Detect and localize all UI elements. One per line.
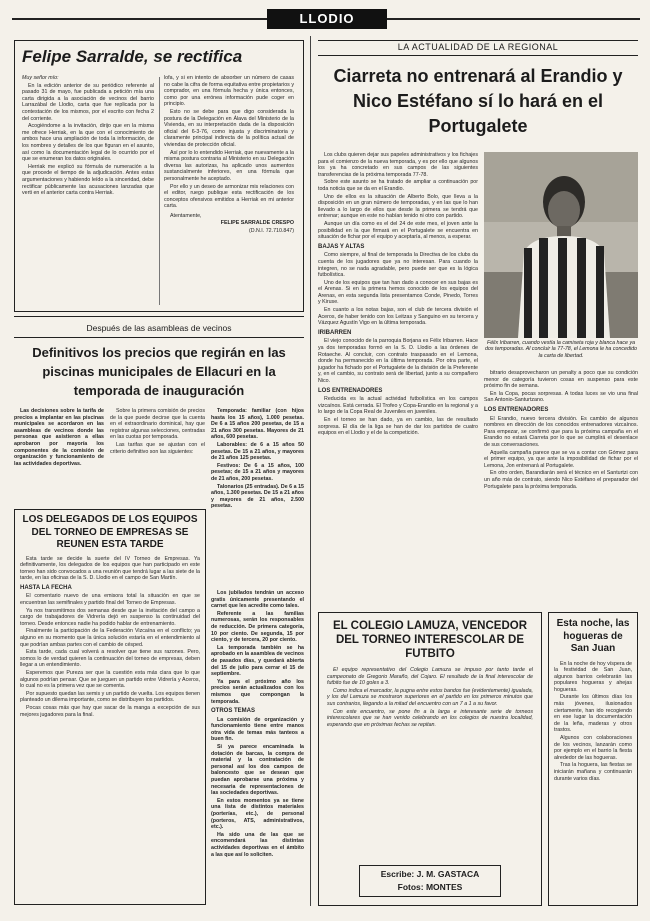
- pools-col-1: [14, 408, 104, 508]
- letter-box: [14, 40, 304, 312]
- regional-paragraph: En la Copa, pocas sorpresas. A todas luces se vio una final San Antonio-Santurtzano.: [484, 390, 638, 404]
- pools-paragraph: Talonarios (25 entradas). De 6 a 15 años, 1.300 pesetas. De 15 a 21 años y mayores de 21 años, 2.500 pesetas.: [211, 483, 304, 510]
- pools-paragraph: La comisión de organización y funcionamiento tiene entre manos otra vida de temas más tanteos a buen fin.: [211, 716, 304, 743]
- tournament-paragraph: Pocas cosas más que hay que sacar de la manga a excepción de sus mejores jugadores para la final.: [20, 704, 200, 718]
- letter-paragraph: Esto no se debe para que digo considerada la postura de la Delegación en Álava del Ministerio de la Vivienda, en su interpretación dada de la disposición oficial del 6-3-76, como injusta y discriminatoria y claramente principal indirecta de la política actual de viviendas de protección oficial.: [164, 108, 294, 148]
- tournament-body: [20, 556, 200, 878]
- pools-subhead: OTROS TEMAS: [211, 708, 256, 715]
- sanjuan-paragraph: Durante los últimos días los más jóvenes, ilusionados ciertamente, han ido recogiendo en ese lugar la documentación de la leña, maderas y otros trastos.: [554, 694, 632, 734]
- letter-paragraph: Acogiéndome a la invitación, dirijo que en la misma me ofrece Herriak, en la que con el conocimiento de ambos hace una ampliación de toda la información, de los nombres y detalles de los que figuran en el asunto, así como la documentación legal de lo ocurrido por el que se enumeran los datos originales.: [22, 123, 154, 163]
- pools-paragraph: Festivos: De 6 a 15 años, 100 pesetas; de 15 a 21 años y mayores de 21 años, 200 pesetas.: [211, 462, 304, 482]
- pools-paragraph: Referente a las familias numerosas, serán los responsables de reducción. De primera categoría, 10 por ciento. De segunda, 15 por ciento, y de tercera, 20 por ciento.: [211, 610, 304, 644]
- pools-col-3: [211, 408, 304, 586]
- pools-paragraph: Ya para el próximo año los precios serán actualizados con los mismos que compongan la temporada.: [211, 678, 304, 705]
- masthead: [12, 6, 640, 32]
- pools-kicker: [14, 322, 304, 334]
- pools-col-3b: [211, 590, 304, 905]
- pools-kicker-text: Después de las asambleas de vecinos: [86, 323, 232, 333]
- regional-col-2: [484, 370, 638, 606]
- regional-subhead: LOS ENTRENADORES: [318, 387, 383, 394]
- tournament-subhead: HASTA LA FECHA: [20, 584, 72, 591]
- regional-paragraph: Reducida es la actual actividad futbolística en los campos vizcaínos. Está cerrada. El Trofeo y Copa-Erandio en la regional y a lo largo de la Copa Real de Juveniles en juveniles.: [318, 396, 478, 416]
- pools-headline: Definitivos los precios que regirán en las piscinas municipales de Ellacuri en la temporada de inauguración: [32, 345, 286, 398]
- pools-paragraph: Los jubilados tendrán un acceso gratis únicamente presentando el carnet que les acredite como tales.: [211, 590, 304, 610]
- regional-paragraph: En cuanto a los notas bajas, son el club de tercera división el Aceros, de haber tenido con los Leitzas y Sanguino en su tercera y Vázquez Agustín Vigo en la última temporada.: [318, 307, 478, 327]
- tournament-paragraph: Esta tarde, cada cual volverá a resolver que tiene sus razones. Pero, somos lo de verdad quieren la continuación del torneo de empresas, deben llegar a un entendimiento.: [20, 649, 200, 669]
- regional-paragraph: El Erandio, nuevo tercera división. Es cambio de algunos nombres en dirección de los conocidos entrenadores vizcaínos. Para empezar, se confirmó que para la próxima campaña en el Erandio no estará Ciarreta por lo que se cumplirá el desenlace de sus conversaciones.: [484, 415, 638, 448]
- pools-paragraph: Las decisiones sobre la tarifa de precios a implantar en las piscinas municipales se acordaron en las asambleas de vecinos donde las personas que asistieron a ellas aprobaron por mayoría los componentes de la comisión de organización y funcionamiento de las actividades deportivas.: [14, 408, 104, 467]
- tournament-paragraph: Esperemos que Pureza ser que la cuestión esta más clara que lo que algunos podrían pensar. Que se jueguen un partido entre Vidrería y Aceros, lo cual no es la primera vez que se comenta.: [20, 670, 200, 690]
- player-photo-graphic: [484, 152, 638, 338]
- letter-paragraph: Por ello y un deseo de armonizar mis relaciones con el editor, ruego publique esta rectificación de los conceptos ofensivos emitidos a Herriak en mi anterior carta.: [164, 183, 294, 210]
- sanjuan-paragraph: Algunos con colaboraciones de los vecinos, lanzarán como por ejemplo en el barrio la fiesta alrededor de las hogueras.: [554, 735, 632, 761]
- regional-headline: Ciarreta no entrenará al Erandio y Nico Estéfano sí lo hará en el Portugalete: [333, 66, 623, 136]
- pools-paragraph: Si ya parece encaminada la dotación de barcas, la compra de material y la contratación de personal así los dos campos de baloncesto que se desean que puedan aprobarse una próxima y necesaria de representaciones de las sociedades deportivas.: [211, 744, 304, 797]
- tournament-box: [14, 509, 206, 905]
- regional-paragraph: Aquella campaña parece que se va a contar con Gómez para el primer equipo, ya que ante la imposibilidad de fichar por el Lemona, Jon entrenará al Portugalete.: [484, 449, 638, 469]
- pools-paragraph: Sobre la primera comisión de precios de la que puede decirse que la cuenta en el extraordinario dominical, hay que registrar algunas selecciones, centradas en las cuotas por temporada.: [110, 408, 205, 441]
- letter-paragraph: Muy señor mío:: [22, 75, 59, 81]
- regional-subhead: LOS ENTRENADORES: [484, 406, 549, 413]
- regional-paragraph: Aunque un día como es el del 24 de este mes, el joven ante la posibilidad en la que firmará en el Portugalete se encuentra en situación de fichar por el equipo y aceptaría, al menos, a esperar.: [318, 220, 478, 241]
- pools-paragraph: La temporada también se ha aprobado en la asamblea de vecinos de pasados días, y quedará abierta del 15 de julio para cerrar el 15 de septiembre.: [211, 644, 304, 678]
- regional-subhead: IRIBARREN: [318, 329, 352, 336]
- regional-paragraph: Uno de los equipos que tan han dado a conocer en sus bajas es el Arenas. Si en la primera hemos conocido de los equipos del Arenas, en esta segunda lista presentamos Conde, Pinedo, Torres y Kiruse.: [318, 279, 478, 306]
- sanjuan-paragraph: En la noche de hoy víspera de la festividad de San Juan, algunos barrios celebrarán las populares hogueras y ahejas hogueras.: [554, 660, 632, 693]
- letter-paragraph: Herriak me explicó su fórmula de numeración a la que procede el tiempo de la adjudicación. Antes estas argumentaciones y habiendo leído a la sinceridad, debe rectificar públicamente las acusaciones lanzadas que verti en el anterior carta contra Herriak.: [22, 163, 154, 197]
- pools-paragraph: En estos momentos ya se tiene una lista de distintos materiales (porterías, etc.), de personal (porteros, ATS, administrativos, etc.).: [211, 797, 304, 831]
- byline-writer: Escribe: J. M. GASTACA: [380, 869, 480, 879]
- sanjuan-headline: Esta noche, las hogueras de San Juan: [556, 618, 630, 654]
- tournament-paragraph: Esta tarde se decide la suerte del IV Torneo de Empresas. Ya definitivamente, los delegados de los equipos que han participado en este torneo han sido convocados a una reunión que tendrá lugar a las siete de la tarde, en las oficinas de la S. D. Llodio en el campo de San Martín.: [20, 555, 200, 582]
- lamuza-body: [327, 667, 533, 847]
- tournament-paragraph: Ya nos transmitimos dos semanas desde que la invitación del campo a cargo de trabajadores de Vidrería dejó en suspenso la continuidad del torneo. Desde entonces nadie ha podido hablar de entrenamiento.: [20, 607, 200, 627]
- letter-title: Felipe Sarralde, se rectifica: [22, 47, 243, 66]
- pools-paragraph: Las tarifas que se ajustan con el criterio definitivo son las siguientes:: [110, 441, 205, 455]
- letter-col-2: [164, 75, 294, 307]
- lamuza-paragraph: El equipo representativo del Colegio Lamuza se impuso por tanto tarde el campeonato de Gregorio Maraño, del Cojaro. El resultado de la final interescolar de futbito fue de 10 goles a 3.: [327, 667, 533, 687]
- regional-kicker: LA ACTUALIDAD DE LA REGIONAL: [397, 42, 559, 52]
- byline-photo: Fotos: MONTES: [397, 882, 463, 892]
- regional-paragraph: El viejo conocido de la parroquia Borjana es Félix Iribarren. Hace ya dos temporadas formó en la S. D. Llodio a las órdenes de Rotaeche. Al concluir, con contrato traspasado en el Lemona, donde ha permanecido en la última temporada. Por otra parte, el jugador ha fichado por el Portugalete de la división de la Preferente y, en el cambio, su contrato será de libertad, junto a su compañero Nico.: [318, 338, 478, 384]
- player-photo: [484, 152, 638, 338]
- regional-subhead: BAJAS Y ALTAS: [318, 243, 365, 250]
- letter-col-1: [22, 75, 154, 307]
- regional-paragraph: Los clubs quieren dejar sus papeles administrativos y los fichajes para el comienzo de la nueva temporada, y es por ello que algunos los ya ha concretado en sus campos de las siguientes transferencias de la próxima temporada 77-78.: [318, 152, 478, 178]
- newspaper-page: [12, 6, 640, 914]
- masthead-banner: [267, 9, 387, 29]
- regional-paragraph: bitrario desaprovecharon un penalty a poco que su condición menor de categoría tuvieron cosas en suspenso para este próximo fin de semana.: [484, 370, 638, 390]
- sanjuan-body: [554, 661, 632, 885]
- sanjuan-box: [548, 612, 638, 906]
- pools-paragraph: Ha sido una de las que se encomendará las distintas actividades deportivas en el ámbito a las que así lo soliciten.: [211, 831, 304, 858]
- pools-paragraph: Temporada: familiar (con hijos hasta los 15 años), 1.000 pesetas. De 6 a 15 años 200 pesetas, de 15 a 21 años 300 pesetas. Mayores de 21 años, 600 pesetas.: [211, 408, 304, 441]
- pools-col-2: [110, 408, 205, 508]
- regional-paragraph: Como siempre, al final de temporada la Directiva de los clubs da cuenta de los jugadores que ya no interesan. Para cuando la integren, no se nada agradable, pero puede ser que es la lógica futbolística.: [318, 252, 478, 279]
- letter-paragraph: Así por lo lo entendido Herriak, que nuevamente a la misma postura contraria al Ministerio en su Delegación diversa las autorizas, ha aplicado unos aumentos sustancialmente inferiores, en una fórmula que personalmente he aceptado.: [164, 149, 294, 182]
- regional-col-1: [318, 152, 478, 606]
- lamuza-box: [318, 612, 542, 906]
- tournament-paragraph: Por supuesto quedan las semis y un partido de vuelta. Los equipos tienen planteado un dilema importante, como se distribuyen los partidos.: [20, 690, 200, 704]
- tournament-paragraph: Finalmente la participación de la Federación Vizcaína en el conflicto; ya alguno en su momento que la única solución estaría en el entendimiento al que podrían ambas partes con el cambio de césped.: [20, 628, 200, 648]
- photo-caption: Félix Iribarren, cuando vestía la camiseta roja y blanca hace ya dos temporadas. Al concluir la 77-78, el Lemona le ha concedido la carta de libertad.: [484, 340, 638, 359]
- letter-signature: FELIPE SARRALDE CRESPO: [220, 220, 294, 227]
- regional-kicker-bar: [318, 40, 638, 56]
- lamuza-paragraph: Con este encuentro, se pone fin a la larga e interesante serie de torneos interescolares que se han venido celebrando en los colegios de nuestra localidad, esperando que en próximas fechas se repitan.: [327, 708, 533, 728]
- byline-box: [359, 865, 501, 897]
- letter-closing: Atentamente,: [170, 212, 202, 219]
- tournament-headline: LOS DELEGADOS DE LOS EQUIPOS DEL TORNEO DE EMPRESAS SE REUNEN ESTA TARDE: [22, 514, 198, 550]
- masthead-title: LLODIO: [299, 11, 355, 26]
- lamuza-headline: EL COLEGIO LAMUZA, VENCEDOR DEL TORNEO INTERESCOLAR DE FUTBITO: [332, 620, 528, 660]
- letter-dni: (D.N.I. 72.710.847): [248, 228, 294, 235]
- pools-paragraph: Laborables: de 6 a 15 años 50 pesetas. De 15 a 21 años, y mayores de 21 años 125 pesetas.: [211, 441, 304, 462]
- regional-paragraph: Uno de ellos es la situación de Alberto Bolo, que lleva a la disposición en un gran número de temporadas, y en las que lo han llevado a lo largo de ellos que desde la primera se tendrá que entrenar; aunque en este no habían tenido ni otro con partido.: [318, 193, 478, 220]
- regional-paragraph: En el torneo se han dado, ya en cambio, las de resultado sorpresa. El día de la liga se han de dar los partidos de cuatro equipos en el Llodio y el de la competición.: [318, 416, 478, 437]
- sanjuan-paragraph: Tras la hoguera, las fiestas se iniciarán mañana y continuarán durante varios días.: [554, 762, 632, 782]
- tournament-paragraph: El comentario nuevo de una emisora total la situación en que se encuentran las semifinales y partido final del Torneo de Empresas.: [20, 593, 200, 607]
- letter-paragraph: En la edición anterior de su periódico referente al pasado 31 de mayo, fue publicada a petición mía una carta dirigida a la asociación de vecinos del barrio Larrazábal de Llodio, carta que fue replicada por la contestación de los mismos, por el escrito con fecha 2 del corriente.: [22, 82, 154, 122]
- lamuza-paragraph: Como indica el marcador, la pugna entre estos bandos fue (evidentemente) igualada, y los del Lamuza se mostraron superiores en el partido en los primeros minutos que sus contrarios, llegando a la mitad del encuentro con un 7 a 1 a su favor.: [327, 687, 533, 707]
- regional-paragraph: En otro orden, Barandiarán será el técnico en el Santurtzi con un año más de contrato, siendo Nico Estéfano el preparador del Portugalete para la próxima temporada.: [484, 470, 638, 490]
- regional-paragraph: Sobre este asunto se ha tratado de ampliar a continuación por toda noticia que se da en el Erandio.: [318, 179, 478, 192]
- letter-paragraph: lofa, y si en intento de absorber un número de casas no cabe la cifra de forma equitativa entre propietarios y comprador, en una fórmula hecha y única entonces, como por una errónea información pude coger en principio.: [164, 75, 294, 108]
